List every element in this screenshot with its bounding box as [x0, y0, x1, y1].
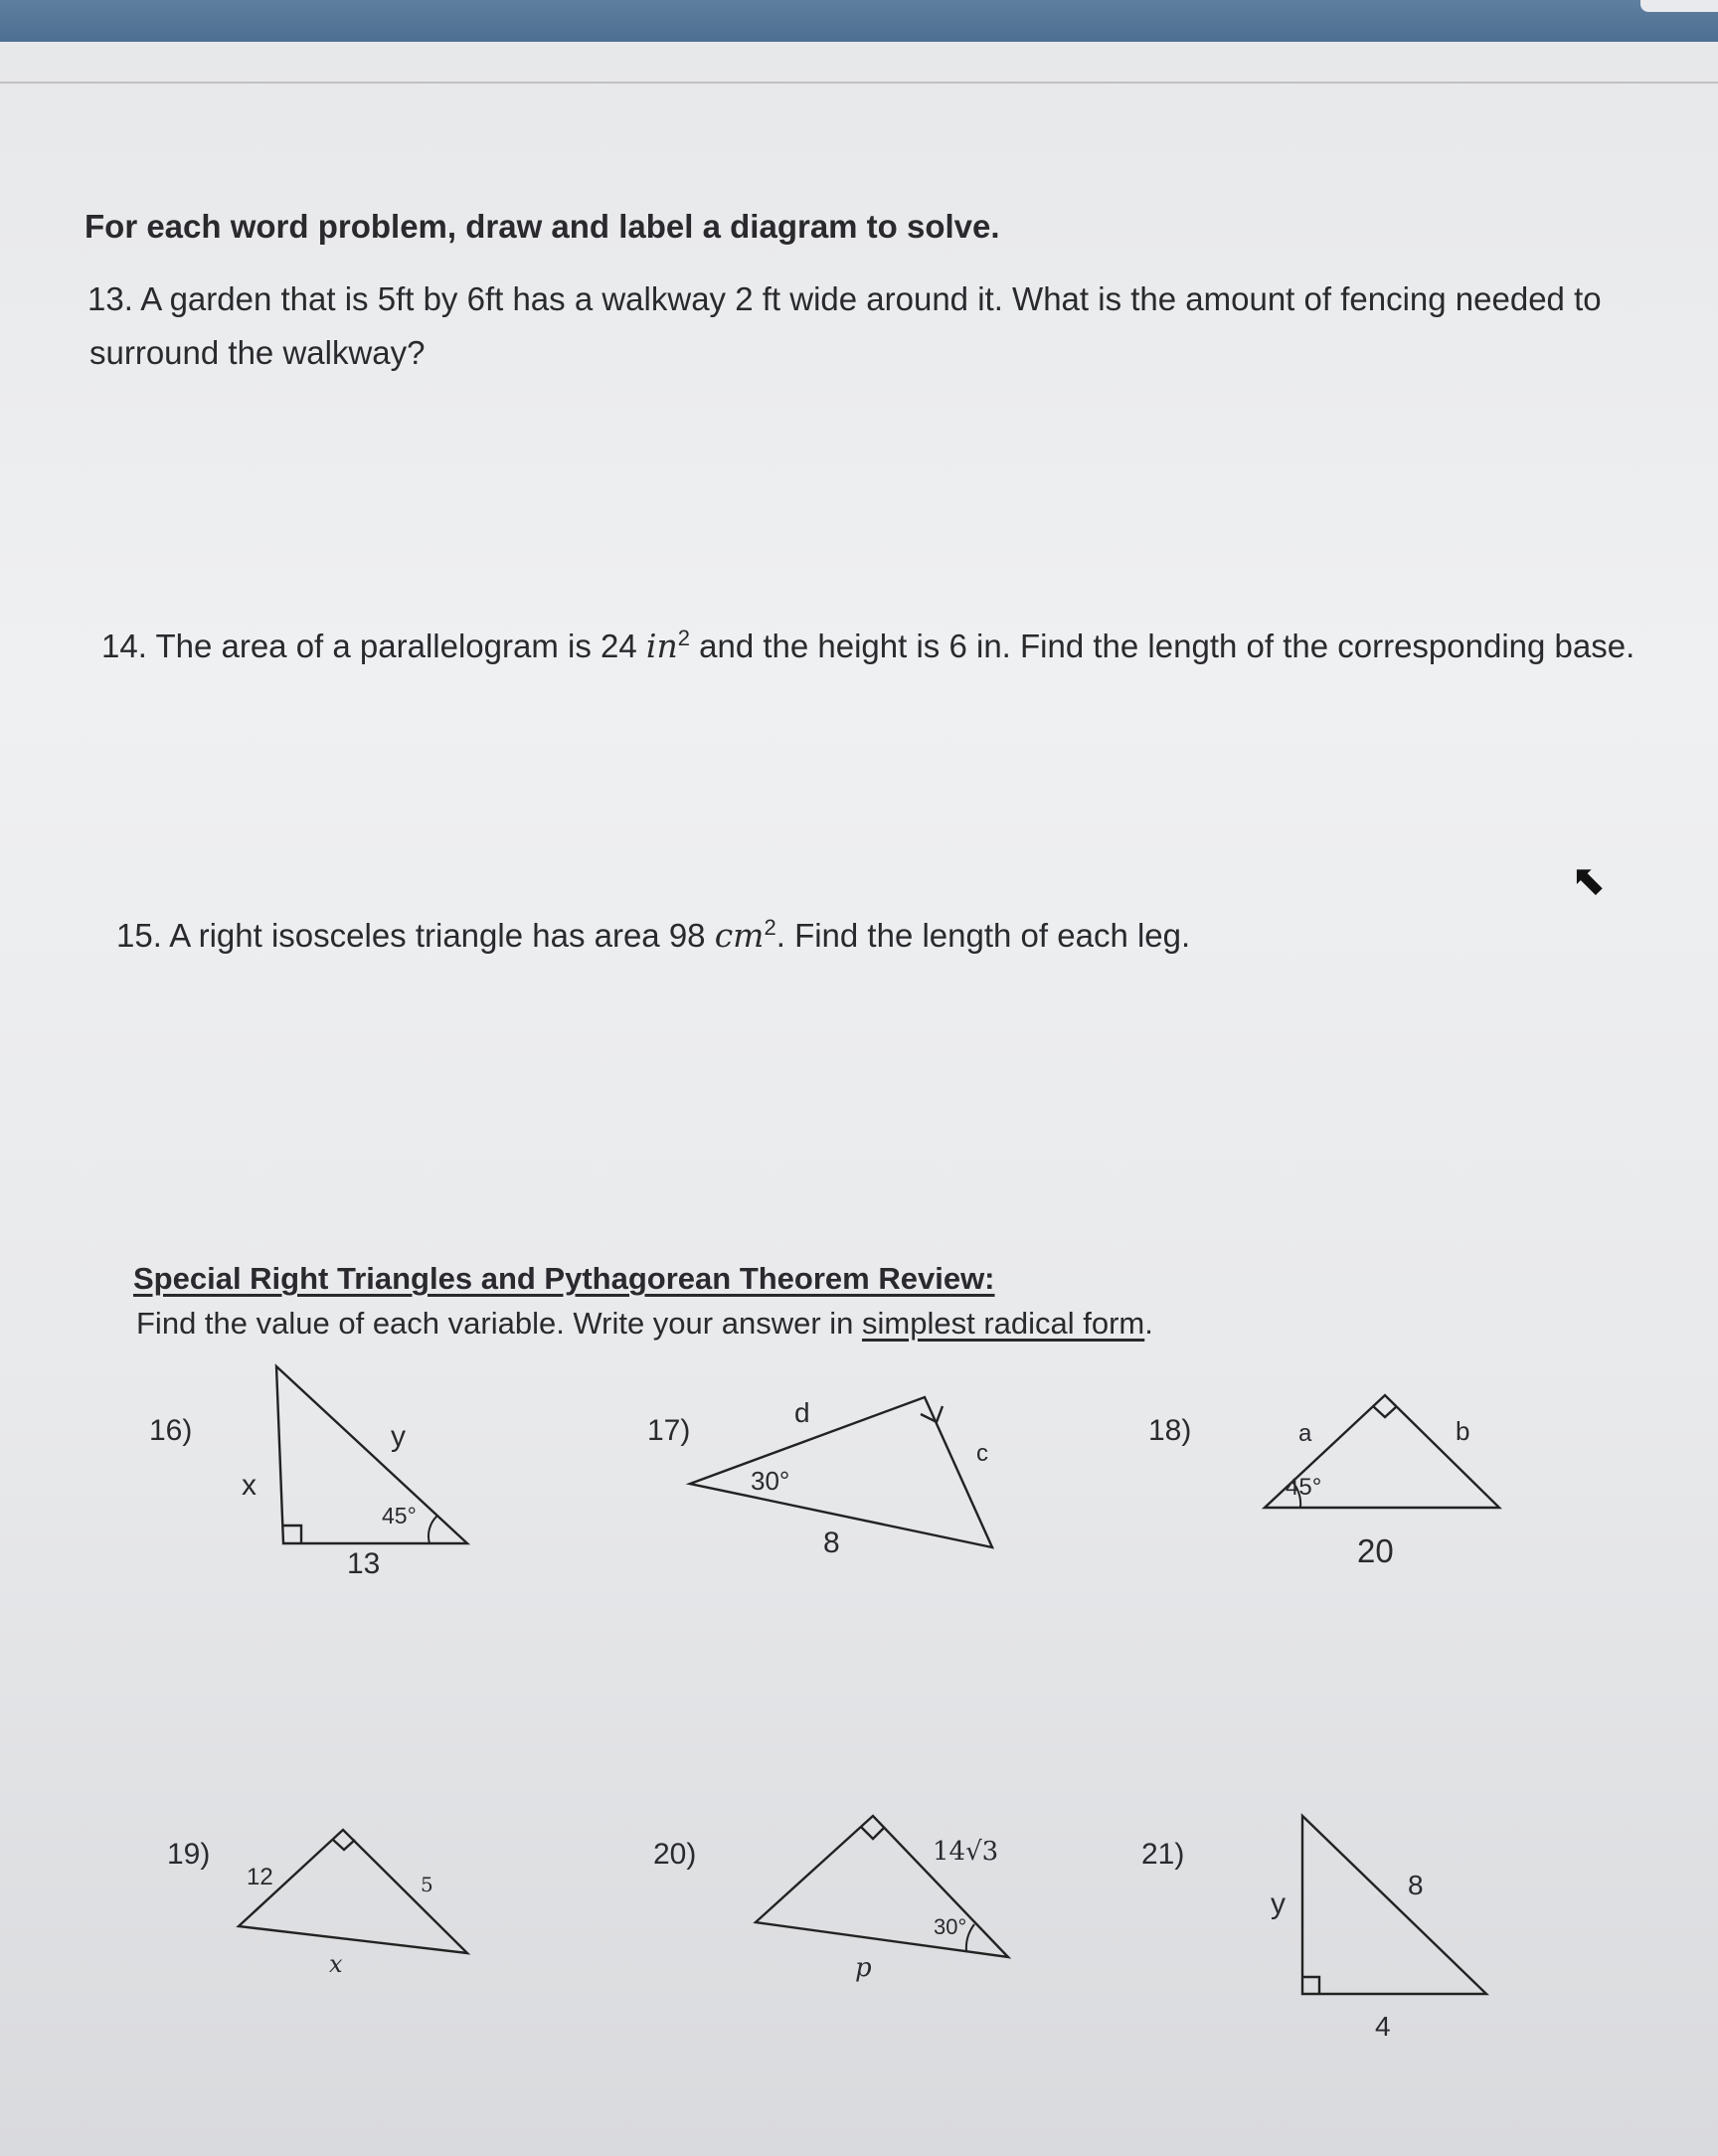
figure-19-label-base: x: [329, 1950, 343, 1978]
figure-21-number: 21): [1141, 1838, 1185, 1871]
figure-20-number: 20): [653, 1838, 697, 1871]
problem-13-line2: surround the walkway?: [89, 334, 426, 371]
figure-20-label-base: p: [855, 1953, 872, 1983]
figure-21-outline: [1302, 1816, 1486, 1994]
figure-18-number: 18): [1148, 1414, 1192, 1447]
problem-14-text-after: and the height is 6 in. Find the length of the corresponding base.: [689, 628, 1635, 664]
figure-16-number: 16): [149, 1414, 193, 1447]
figure-17-label-angle: 30°: [751, 1466, 790, 1496]
simplest-radical-form-text: simplest radical form: [862, 1306, 1145, 1341]
review-instructions-end: .: [1144, 1306, 1153, 1341]
figure-17-label-base: 8: [823, 1527, 840, 1559]
figure-21-label-base: 4: [1375, 2011, 1391, 2042]
figure-20-label-side: 14√3: [933, 1837, 999, 1867]
review-instructions-text: Find the value of each variable. Write your answer in: [136, 1306, 863, 1341]
figure-18-label-angle: 45°: [1286, 1474, 1322, 1501]
problem-14-unit: in: [645, 627, 678, 665]
figure-21-label-y: y: [1271, 1887, 1286, 1920]
problem-14-exponent: 2: [677, 626, 690, 650]
problem-15-unit: cm: [714, 916, 765, 955]
instructions-heading: For each word problem, draw and label a diagram to solve.: [85, 208, 1000, 245]
problem-15-exponent: 2: [764, 915, 776, 940]
figure-19-number: 19): [167, 1838, 211, 1871]
figure-16-label-angle: 45°: [382, 1503, 417, 1528]
figure-16-label-y: y: [391, 1420, 406, 1453]
figure-17-label-d: d: [794, 1397, 810, 1428]
problem-14-text-before: 14. The area of a parallelogram is 24: [101, 628, 646, 664]
figure-21-label-hyp: 8: [1408, 1870, 1424, 1900]
problem-13-line1: 13. A garden that is 5ft by 6ft has a walkway 2 ft wide around it. What is the amount of fencing needed to: [87, 280, 1602, 317]
figure-19-label-right: 5: [421, 1873, 433, 1896]
mouse-cursor-icon: ⬉: [1571, 856, 1607, 903]
figure-19-label-left: 12: [247, 1864, 273, 1890]
problem-15-text-after: . Find the length of each leg.: [775, 917, 1191, 954]
figure-17-number: 17): [647, 1414, 691, 1447]
figure-20-label-angle: 30°: [934, 1914, 967, 1939]
figure-21-right-angle-mark: [1302, 1977, 1319, 1994]
figure-16-label-base: 13: [347, 1547, 381, 1580]
problem-15-text-before: 15. A right isosceles triangle has area 98: [116, 917, 715, 954]
review-heading: Special Right Triangles and Pythagorean Theorem Review:: [133, 1261, 995, 1296]
figure-18-label-a: a: [1298, 1420, 1312, 1447]
figure-18-label-base: 20: [1357, 1532, 1394, 1569]
figure-16-label-x: x: [242, 1469, 257, 1502]
figure-18-label-b: b: [1456, 1416, 1470, 1446]
figure-17-label-c: c: [976, 1440, 988, 1467]
